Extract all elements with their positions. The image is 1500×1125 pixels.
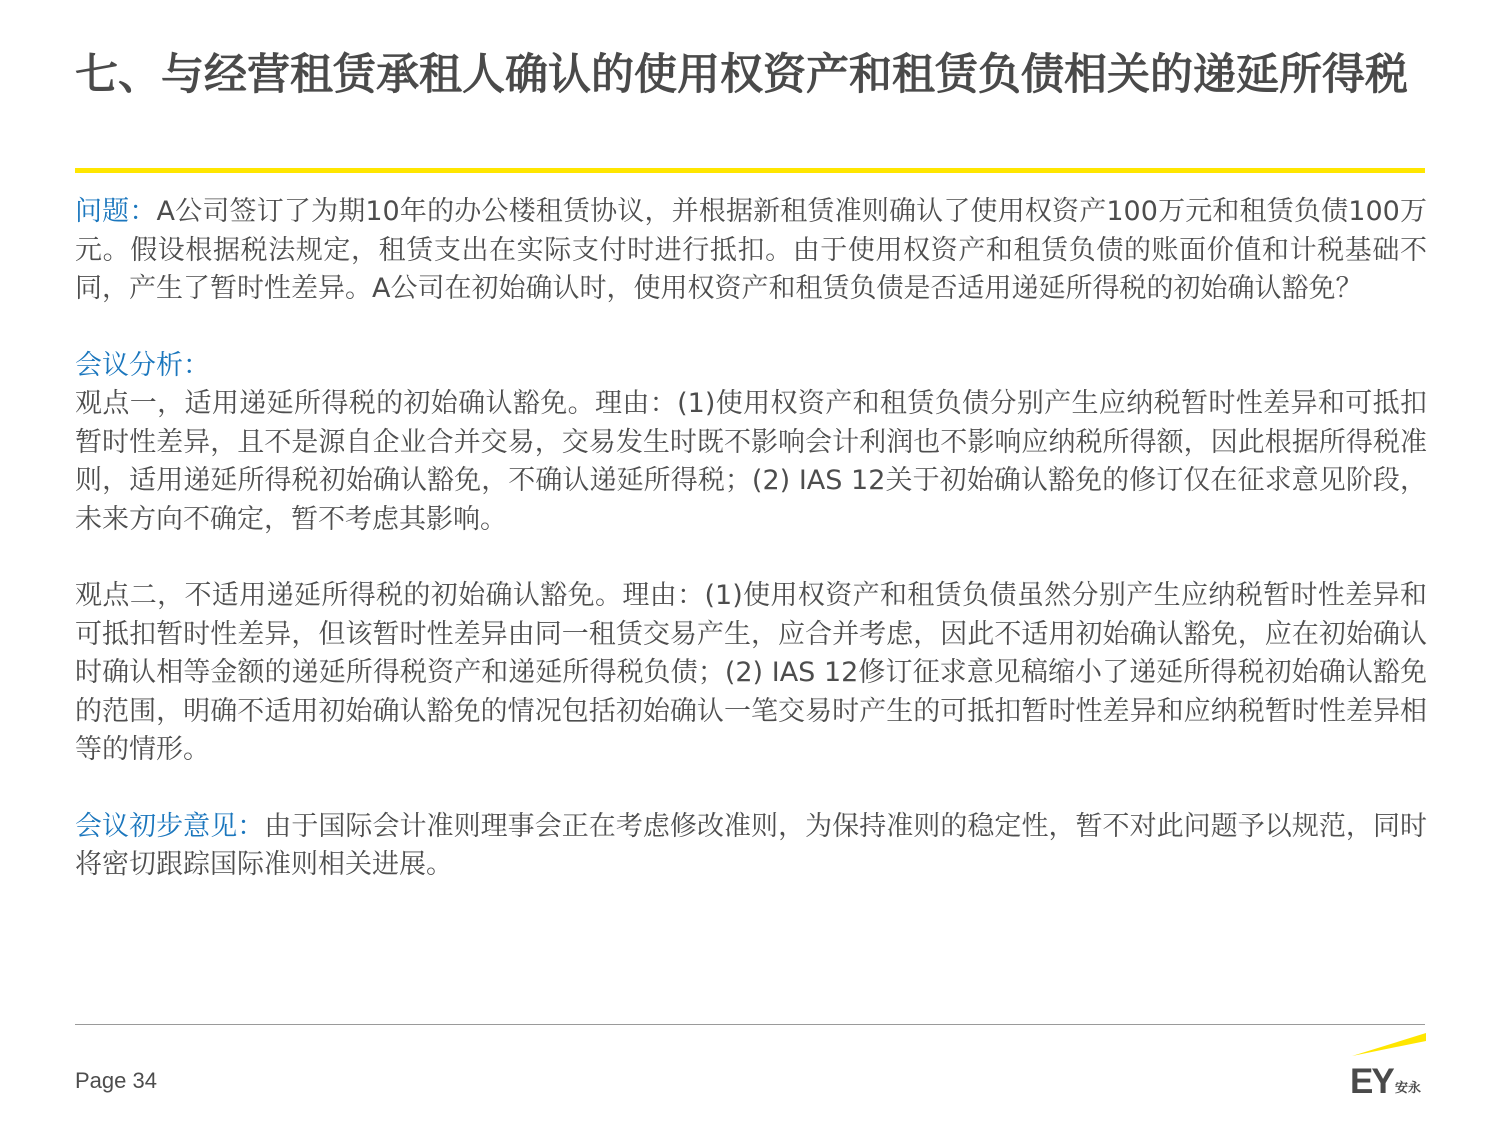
conclusion-text: 由于国际会计准则理事会正在考虑修改准则，为保持准则的稳定性，暂不对此问题予以规范，同时将密切跟踪国际准则相关进展。 — [75, 810, 1428, 880]
view-two-paragraph: 观点二，不适用递延所得税的初始确认豁免。理由：(1)使用权资产和租赁负债虽然分别产生应纳税暂时性差异和可抵扣暂时性差异，但该暂时性差异由同一租赁交易产生，应合并考虑，因此不适用初始确认豁免，应在初始确认时确认相等金额的递延所得税资产和递延所得税负债；(2) IAS 12修订征求意见稿缩小了递延所得税初始确认豁免的范围，明确不适用初始确认豁免的情况包括初始确认一笔交易时产生的可抵扣暂时性差异和应纳税暂时性差异相等的情形。 — [75, 580, 1427, 765]
spacer — [75, 770, 1427, 808]
logo-cn-text: 安永 — [1395, 1081, 1422, 1096]
footer-divider — [75, 1024, 1425, 1025]
question-label: 问题： — [75, 196, 157, 227]
title-underline — [75, 168, 1425, 173]
content-body — [75, 193, 1427, 885]
spacer — [75, 539, 1427, 577]
view-one-paragraph: 观点一，适用递延所得税的初始确认豁免。理由：(1)使用权资产和租赁负债分别产生应纳税暂时性差异和可抵扣暂时性差异，且不是源自企业合并交易，交易发生时既不影响会计利润也不影响应纳税所得额，因此根据所得税准则，适用递延所得税初始确认豁免，不确认递延所得税；(2) IAS 12关于初始确认豁免的修订仅在征求意见阶段，未来方向不确定，暂不考虑其影响。 — [75, 388, 1427, 535]
question-text: A公司签订了为期10年的办公楼租赁协议，并根据新租赁准则确认了使用权资产100万元和租赁负债100万元。假设根据税法规定，租赁支出在实际支付时进行抵扣。由于使用权资产和租赁负债的账面价值和计税基础不同，产生了暂时性差异。A公司在初始确认时，使用权资产和租赁负债是否适用递延所得税的初始确认豁免？ — [75, 196, 1428, 304]
question-paragraph — [75, 193, 1427, 309]
conclusion-paragraph — [75, 808, 1427, 885]
page-number: Page 34 — [75, 1068, 157, 1093]
logo-ey-text: EY — [1350, 1062, 1393, 1101]
page-title: 七、与经营租赁承租人确认的使用权资产和租赁负债相关的递延所得税 — [75, 50, 1408, 100]
ey-logo — [1340, 1030, 1435, 1100]
conclusion-label: 会议初步意见： — [75, 810, 265, 842]
analysis-label: 会议分析： — [75, 349, 210, 381]
spacer — [75, 309, 1427, 347]
